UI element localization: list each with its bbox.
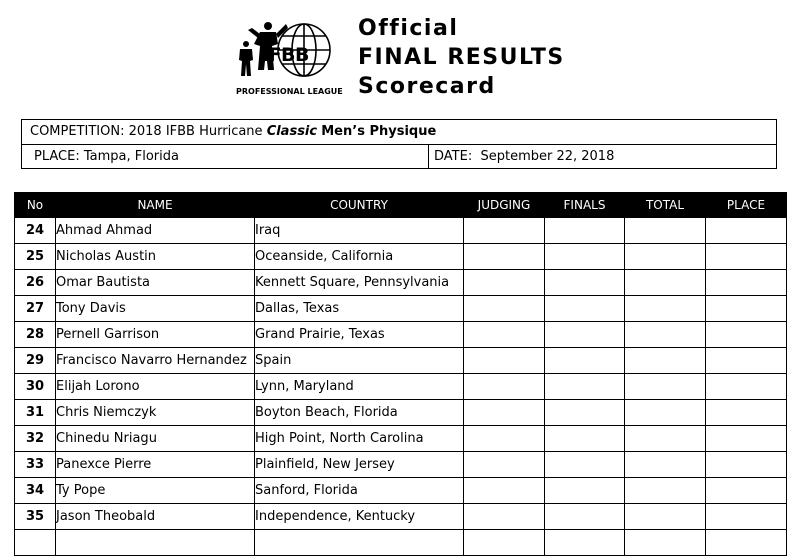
competitor-name: Francisco Navarro Hernandez [56, 348, 255, 374]
judging-cell [464, 504, 545, 530]
place-cell [706, 400, 787, 426]
total-cell [625, 452, 706, 478]
finals-cell [545, 530, 625, 556]
competitor-number [15, 530, 56, 556]
competitor-number: 26 [15, 270, 56, 296]
table-row [15, 244, 787, 270]
judging-cell [464, 348, 545, 374]
header-finals: FINALS [545, 193, 625, 218]
total-cell [625, 426, 706, 452]
competitor-country: High Point, North Carolina [255, 426, 464, 452]
finals-cell [545, 218, 625, 244]
finals-cell [545, 348, 625, 374]
table-row [15, 530, 787, 556]
place-cell [706, 452, 787, 478]
competitor-number: 31 [15, 400, 56, 426]
place-cell [706, 348, 787, 374]
date-value: September 22, 2018 [480, 149, 615, 164]
competitor-name: Jason Theobald [56, 504, 255, 530]
place-cell [706, 530, 787, 556]
competitor-number: 25 [15, 244, 56, 270]
finals-cell [545, 400, 625, 426]
competitor-number: 24 [15, 218, 56, 244]
competitor-country: Lynn, Maryland [255, 374, 464, 400]
finals-cell [545, 374, 625, 400]
place-cell [706, 374, 787, 400]
competitor-number: 32 [15, 426, 56, 452]
place-cell [706, 426, 787, 452]
competitor-number: 29 [15, 348, 56, 374]
judging-cell [464, 530, 545, 556]
competitor-number: 35 [15, 504, 56, 530]
table-row [15, 322, 787, 348]
competitor-name: Elijah Lorono [56, 374, 255, 400]
competitor-name: Pernell Garrison [56, 322, 255, 348]
table-row [15, 374, 787, 400]
header-judging: JUDGING [464, 193, 545, 218]
total-cell [625, 270, 706, 296]
competitor-number: 34 [15, 478, 56, 504]
competitor-name: Ty Pope [56, 478, 255, 504]
finals-cell [545, 270, 625, 296]
finals-cell [545, 452, 625, 478]
table-row [15, 426, 787, 452]
title-line-3: Scorecard [358, 74, 496, 99]
competitor-name: Chinedu Nriagu [56, 426, 255, 452]
finals-cell [545, 426, 625, 452]
table-row [15, 452, 787, 478]
place-cell [706, 218, 787, 244]
place-cell [706, 504, 787, 530]
total-cell [625, 400, 706, 426]
table-row [15, 348, 787, 374]
competitor-name: Omar Bautista [56, 270, 255, 296]
table-row [15, 270, 787, 296]
finals-cell [545, 322, 625, 348]
results-table-body [15, 218, 787, 556]
competitor-country: Grand Prairie, Texas [255, 322, 464, 348]
total-cell [625, 348, 706, 374]
ifbb-logo [232, 14, 350, 100]
competitor-name: Chris Niemczyk [56, 400, 255, 426]
title-line-2: FINAL RESULTS [358, 45, 565, 70]
date-label: DATE: [434, 149, 473, 164]
judging-cell [464, 244, 545, 270]
place-cell [706, 478, 787, 504]
competitor-country: Plainfield, New Jersey [255, 452, 464, 478]
competitor-name: Panexce Pierre [56, 452, 255, 478]
results-table [14, 192, 787, 556]
total-cell [625, 504, 706, 530]
place-cell [706, 270, 787, 296]
competitor-country: Spain [255, 348, 464, 374]
judging-cell [464, 322, 545, 348]
place-cell [706, 322, 787, 348]
total-cell [625, 296, 706, 322]
competition-name: 2018 IFBB Hurricane [128, 124, 263, 139]
logo-text: IFBB [262, 44, 310, 66]
competitor-number: 27 [15, 296, 56, 322]
judging-cell [464, 296, 545, 322]
judging-cell [464, 270, 545, 296]
date-cell [429, 145, 614, 169]
competition-label: COMPETITION: [30, 124, 125, 139]
competitor-country: Iraq [255, 218, 464, 244]
competitor-country: Oceanside, California [255, 244, 464, 270]
finals-cell [545, 478, 625, 504]
table-row [15, 296, 787, 322]
finals-cell [545, 296, 625, 322]
place-value: Tampa, Florida [83, 149, 179, 164]
judging-cell [464, 218, 545, 244]
judging-cell [464, 452, 545, 478]
competitor-country [255, 530, 464, 556]
competitor-country: Dallas, Texas [255, 296, 464, 322]
finals-cell [545, 244, 625, 270]
competition-division: Men’s Physique [321, 124, 437, 139]
table-header-row [15, 193, 787, 218]
competitor-name: Ahmad Ahmad [56, 218, 255, 244]
competitor-number: 33 [15, 452, 56, 478]
header-country: COUNTRY [255, 193, 464, 218]
total-cell [625, 218, 706, 244]
place-cell [706, 244, 787, 270]
table-row [15, 478, 787, 504]
competitor-country: Boyton Beach, Florida [255, 400, 464, 426]
table-row [15, 218, 787, 244]
finals-cell [545, 504, 625, 530]
logo-subtext: PROFESSIONAL LEAGUE [236, 87, 343, 96]
table-row [15, 400, 787, 426]
place-cell [706, 296, 787, 322]
competition-row [22, 120, 776, 145]
competitor-country: Independence, Kentucky [255, 504, 464, 530]
title-line-1: Official [358, 16, 459, 41]
table-row [15, 504, 787, 530]
competitor-name: Nicholas Austin [56, 244, 255, 270]
header-no: No [15, 193, 56, 218]
competitor-country: Sanford, Florida [255, 478, 464, 504]
competitor-name [56, 530, 255, 556]
competitor-number: 28 [15, 322, 56, 348]
header-name: NAME [56, 193, 255, 218]
total-cell [625, 244, 706, 270]
place-cell [22, 145, 429, 169]
judging-cell [464, 478, 545, 504]
total-cell [625, 374, 706, 400]
header-total: TOTAL [625, 193, 706, 218]
competitor-number: 30 [15, 374, 56, 400]
judging-cell [464, 374, 545, 400]
document-header [0, 0, 800, 110]
document-title [358, 14, 565, 101]
judging-cell [464, 400, 545, 426]
header-place: PLACE [706, 193, 787, 218]
total-cell [625, 322, 706, 348]
competitor-name: Tony Davis [56, 296, 255, 322]
competition-classic: Classic [266, 124, 318, 139]
place-date-row [22, 145, 776, 169]
competition-info-box [21, 119, 777, 169]
total-cell [625, 530, 706, 556]
place-label: PLACE: [34, 149, 80, 164]
competitor-country: Kennett Square, Pennsylvania [255, 270, 464, 296]
judging-cell [464, 426, 545, 452]
total-cell [625, 478, 706, 504]
